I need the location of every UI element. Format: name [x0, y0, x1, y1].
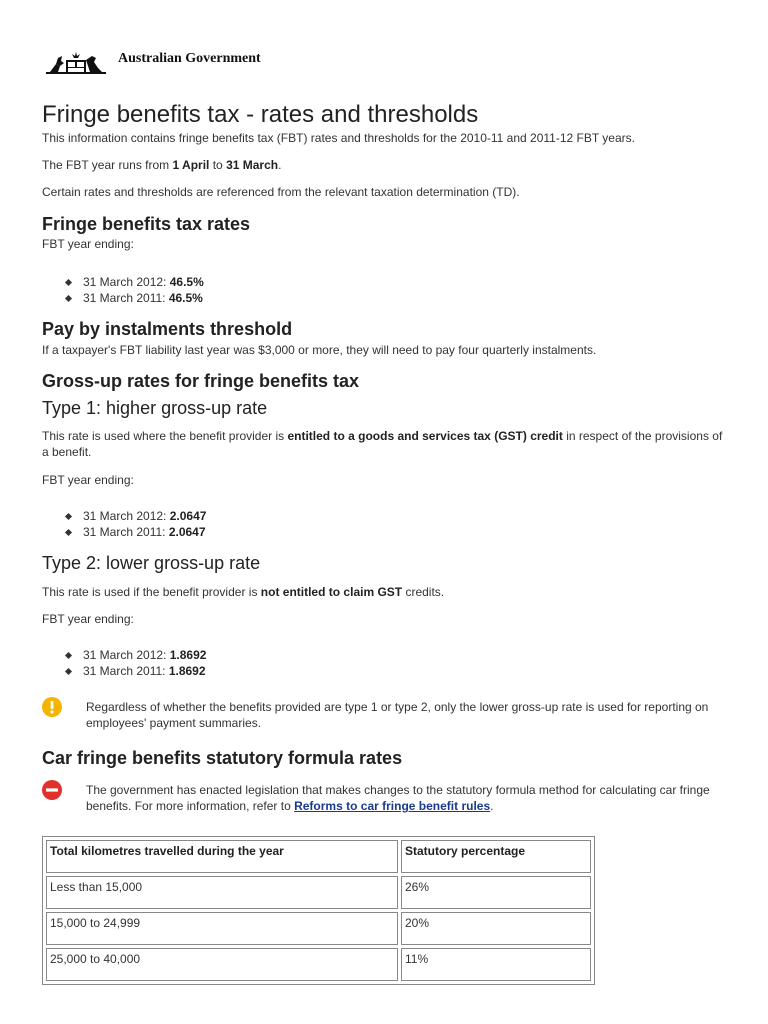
grossup-note — [42, 699, 732, 731]
list-item: 31 March 2011: 46.5% — [66, 290, 732, 306]
type1-year-label: FBT year ending: — [42, 473, 134, 487]
grossup-heading: Gross-up rates for fringe benefits tax — [42, 371, 360, 391]
table-cell: Less than 15,000 — [46, 876, 398, 909]
page-title: Fringe benefits tax - rates and thresholds — [42, 101, 479, 128]
bullet-icon — [65, 295, 72, 302]
grossup-note-text: Regardless of whether the benefits provided are type 1 or type 2, only the lower gross-up rate is used for reporting on employees' payment summaries. — [86, 700, 709, 730]
list-item: 31 March 2011: 1.8692 — [66, 663, 732, 679]
bullet-icon — [65, 652, 72, 659]
table-cell: 20% — [401, 912, 591, 945]
table-header-cell: Statutory percentage — [401, 840, 591, 873]
coat-of-arms-icon — [46, 50, 108, 76]
reforms-link[interactable]: Reforms to car fringe benefit rules — [294, 799, 491, 813]
table-row — [46, 948, 591, 981]
list-item: 31 March 2012: 2.0647 — [66, 508, 732, 524]
list-item: 31 March 2012: 1.8692 — [66, 647, 732, 663]
table-row — [46, 912, 591, 945]
type1-text: This rate is used where the benefit provider is entitled to a goods and services tax (GST) credit in respect of the provisions of a benefit. — [42, 429, 723, 459]
table-cell: 26% — [401, 876, 591, 909]
fbt-year-text: The FBT year runs from 1 April to 31 March. — [42, 158, 282, 172]
header-logo — [46, 38, 261, 76]
type2-text: This rate is used if the benefit provider is not entitled to claim GST credits. — [42, 585, 445, 599]
logo-text: Australian Government — [118, 51, 261, 66]
table-row — [46, 876, 591, 909]
table-header-row — [46, 840, 591, 873]
car-note-text: The government has enacted legislation that makes changes to the statutory formula method for calculating car fringe benefits. For more information, refer to Reforms to car fringe benefit rules. — [86, 783, 710, 813]
km-table — [42, 836, 595, 985]
type2-list — [42, 647, 732, 679]
instalments-heading: Pay by instalments threshold — [42, 319, 293, 339]
type2-year-label: FBT year ending: — [42, 612, 134, 626]
type1-heading: Type 1: higher gross-up rate — [42, 398, 268, 418]
bullet-icon — [65, 513, 72, 520]
instalments-text: If a taxpayer's FBT liability last year was $3,000 or more, they will need to pay four quarterly instalments. — [42, 343, 597, 357]
td-reference-text: Certain rates and thresholds are referenced from the relevant taxation determination (TD). — [42, 185, 520, 199]
list-item: 31 March 2011: 2.0647 — [66, 524, 732, 540]
warning-icon — [42, 697, 62, 717]
bullet-icon — [65, 279, 72, 286]
table-cell: 25,000 to 40,000 — [46, 948, 398, 981]
car-note — [42, 782, 732, 814]
type1-list — [42, 508, 732, 540]
fbt-rates-heading: Fringe benefits tax rates — [42, 214, 251, 234]
bullet-icon — [65, 529, 72, 536]
no-entry-icon — [42, 780, 62, 800]
table-header-cell: Total kilometres travelled during the year — [46, 840, 398, 873]
main-content — [42, 100, 732, 985]
fbt-year-label: FBT year ending: — [42, 237, 134, 251]
table-cell: 15,000 to 24,999 — [46, 912, 398, 945]
list-item: 31 March 2012: 46.5% — [66, 274, 732, 290]
car-heading: Car fringe benefits statutory formula rates — [42, 748, 403, 768]
bullet-icon — [65, 668, 72, 675]
type2-heading: Type 2: lower gross-up rate — [42, 553, 261, 573]
table-cell: 11% — [401, 948, 591, 981]
intro-text: This information contains fringe benefits tax (FBT) rates and thresholds for the 2010-11 and 2011-12 FBT years. — [42, 131, 635, 145]
fbt-rates-list — [42, 274, 732, 306]
